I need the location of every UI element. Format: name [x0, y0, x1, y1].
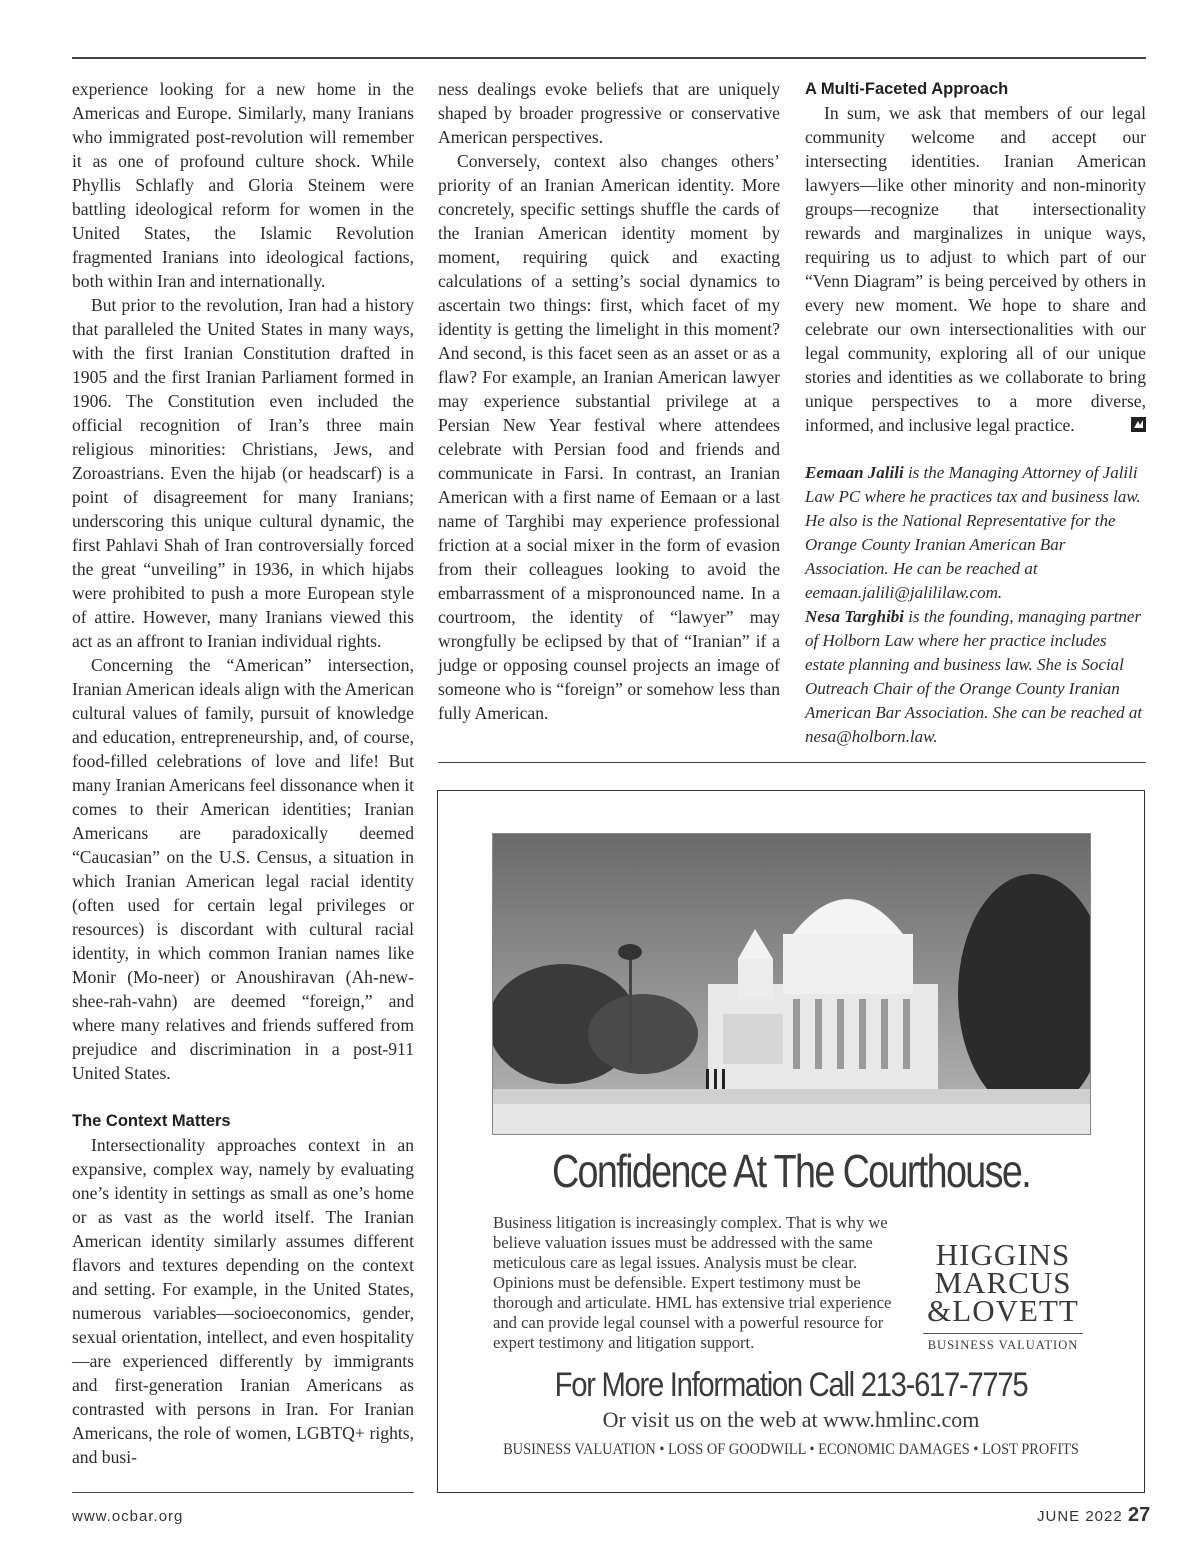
col1-bottom-rule	[72, 1492, 414, 1493]
logo-line: &LOVETT	[927, 1293, 1079, 1328]
top-rule	[72, 57, 1146, 59]
section-heading-context: The Context Matters	[72, 1112, 231, 1130]
col2-paragraph-2: Conversely, context also changes others’ priority of an Iranian American identity. More concretely, specific settings shuffle the cards of the Iranian American identity moment by moment, requiring quick and exacting calculations of a setting’s social dynamics to ascertain two things: first, which facet of my identity is getting the limelight in this moment? And second, is this facet seen as an asset or as a flaw? For example, an Iranian American lawyer may experience substantial privilege at a Persian New Year festival where attendees celebrate with Persian food and friends and communicate in Farsi. In contrast, an Iranian American with a first name of Eemaan or a last name of Targhibi may experience professional friction at a social mixer in the form of evasion from their colleagues looking to avoid the embarrassment of a mispronounced name. In a courtroom, the identity of “lawyer” may wrongfully be eclipsed by that of “Iranian” if a judge or opposing counsel projects an image of someone who is “foreign” or somehow less than fully American.	[438, 151, 780, 723]
ad-call-line: For More Information Call 213-617-7775	[554, 1366, 1028, 1404]
page-number: 27	[1128, 1504, 1151, 1526]
bio-targhibi	[805, 605, 1146, 749]
col1-paragraph-4: Intersectionality approaches context in an expansive, complex way, namely by evaluating one’s identity in settings as small as one’s home or as vast as the world itself. The Iranian American identity similarly assumes different flavors and textures depending on the context and setting. For example, in the United States, numerous variables—socioeconomics, gender, sexual orientation, intellect, and even hospitality—are experienced differently by immigrants and first-generation Iranian Americans as contrasted with persons in Iran. For Iranian Americans, the role of women, LGBTQ+ rights, and busi-	[72, 1135, 414, 1467]
bio-text: is the Managing Attorney of Jalili Law PC where he practices tax and business law. He also is the National Representative for the Orange County Iranian American Bar Association. He can be reached at eemaan.jalili@jalililaw.com.	[805, 463, 1141, 602]
logo-line: HIGGINS	[935, 1237, 1071, 1272]
ad-web-link[interactable]: Or visit us on the web at www.hmlinc.com	[602, 1407, 980, 1432]
end-of-article-icon	[1131, 417, 1146, 432]
bio-name: Nesa Targhibi	[805, 607, 905, 626]
courthouse-photo	[492, 833, 1091, 1135]
section-heading-multifaceted: A Multi-Faceted Approach	[805, 80, 1009, 98]
courthouse-illustration	[493, 834, 1090, 1134]
ad-headline: Confidence At The Courthouse.	[551, 1145, 1031, 1197]
col3-paragraph	[805, 101, 1146, 437]
footer-website[interactable]: www.ocbar.org	[72, 1508, 184, 1525]
bio-name: Eemaan Jalili	[805, 463, 904, 482]
col1-paragraph-3: Concerning the “American” intersection, Iranian American ideals align with the American cultural values of family, pursuit of knowledge and education, entrepreneurship, and, of course, food-filled celebrations of love and life! But many Iranian Americans feel dissonance when it comes to their American identities; Iranian Americans are paradoxically deemed “Caucasian” on the U.S. Census, a situation in which Iranian American legal racial identity (often used for certain legal privileges or resources) is discordant with cultural racial identity, in which common Iranian names like Monir (Mo-neer) or Anoushiravan (Ah-new-shee-rah-vahn) are deemed “foreign,” and where many relatives and friends suffered from prejudice and discrimination in a post-911 United States.	[72, 655, 414, 1083]
logo-line: MARCUS	[934, 1265, 1072, 1300]
bio-jalili	[805, 461, 1146, 605]
column-2	[438, 77, 780, 725]
ad-body-text: Business litigation is increasingly complex. That is why we believe valuation issues must be addressed with the same meticulous care as legal issues. Analysis must be clear. Opinions must be defensible. Expert testimony must be thorough and articulate. HML has extensive trial experience and can provide legal counsel with a powerful resource for expert testimony and litigation support.	[493, 1213, 892, 1352]
col3-paragraph-text: In sum, we ask that members of our legal community welcome and accept our intersecting identities. Iranian American lawyers—like other minority and non-minority groups—recognize that intersectionality rewards and marginalizes in unique ways, requiring us to adjust to which part of our “Venn Diagram” is being perceived by others in every new moment. We hope to share and celebrate our own intersectionalities with our legal community, exploring all of our unique stories and identities as we collaborate to bring unique perspectives to a more diverse, informed, and inclusive legal practice.	[805, 103, 1146, 435]
advertisement[interactable]	[437, 790, 1145, 1493]
logo-subtitle: BUSINESS VALUATION	[923, 1333, 1083, 1353]
column-1	[72, 77, 414, 1469]
hml-logo	[923, 1237, 1083, 1353]
ad-services-line: BUSINESS VALUATION • LOSS OF GOODWILL • ECONOMIC DAMAGES • LOST PROFITS	[503, 1441, 1079, 1458]
col1-paragraph-1: experience looking for a new home in the Americas and Europe. Similarly, many Iranians who immigrated post-revolution will remember it as one of profound culture shock. While Phyllis Schlafly and Gloria Steinem were battling ideological reform for women in the United States, the Islamic Revolution fragmented Iranians into ideological factions, both within Iran and internationally.	[72, 79, 414, 291]
col1-paragraph-2: But prior to the revolution, Iran had a history that paralleled the United States in many ways, with the first Iranian Constitution drafted in 1905 and the first Iranian Parliament formed in 1906. The Constitution even included the official recognition of Iran’s three main religious minorities: Christians, Jews, and Zoroastrians. Even the hijab (or headscarf) is a point of disagreement for many Iranians; underscoring this unique cultural dynamic, the first Pahlavi Shah of Iran controversially forced the great “unveiling” in 1936, in which hijabs were prohibited to push a more European style of attire. However, many Iranians viewed this act as an affront to Iranian individual rights.	[72, 295, 414, 651]
column-2-3-bottom-rule	[438, 762, 1146, 763]
bio-text: is the founding, managing partner of Holborn Law where her practice includes estate planning and business law. She is Social Outreach Chair of the Orange County Iranian American Bar Association. She can be reached at nesa@holborn.law.	[805, 607, 1143, 746]
author-bios	[805, 461, 1146, 749]
col2-paragraph-1: ness dealings evoke beliefs that are uniquely shaped by broader progressive or conservative American perspectives.	[438, 79, 780, 147]
column-3	[805, 77, 1146, 749]
footer-date: JUNE 2022	[1037, 1508, 1123, 1525]
